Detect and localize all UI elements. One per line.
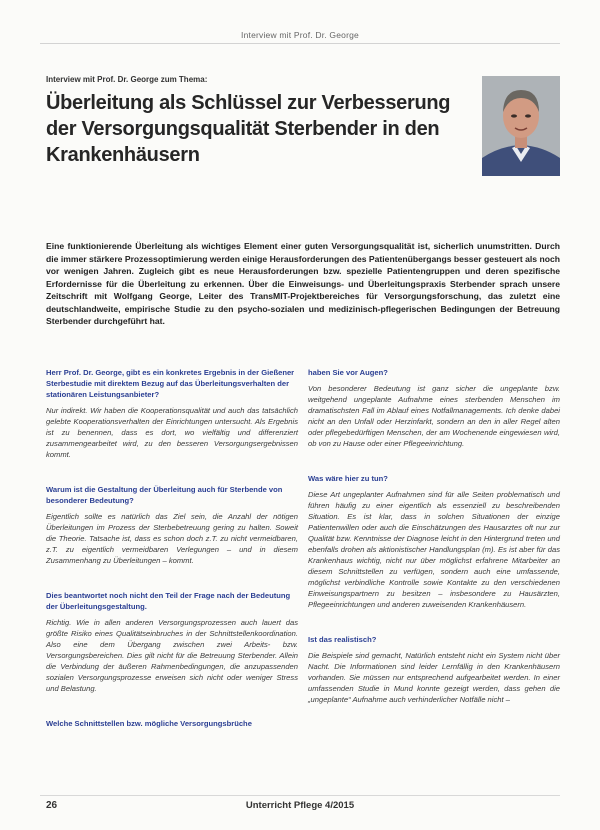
article-title: Überleitung als Schlüssel zur Verbesserung der Versorgungsqualität Sterbender in den Krankenhäusern [46,92,451,166]
journal-footer: Unterricht Pflege 4/2015 [245,800,355,811]
question: Dies beantwortet noch nicht den Teil der Frage nach der Bedeutung der Überleitungsgestaltung. [46,591,291,611]
header-rule [40,43,560,44]
answer: Von besonderer Bedeutung ist ganz sicher die ungeplante bzw. weitgehend ungeplante Aufnahme eines sterbenden Menschen im dramatischsten Fall im Ablauf eines Notfallmanagements. Ich denke dabei nicht an den Unfall oder Herzinfarkt, sondern an den in aller Regel alten oder pflegebedürftigen Menschen, der am Wochenende eingewiesen wird, ob von zu Hause oder einer Pflegeeinrichtung. [308,384,560,448]
running-head: Interview mit Prof. Dr. George [241,30,359,40]
portrait-image [482,76,560,176]
spacer [46,460,298,484]
lede-paragraph: Eine funktionierende Überleitung als wichtiges Element einer guten Versorgungsqualität ist, sicherlich unumstritten. Durch die immer stärkere Prozessoptimierung werden einige Herausforderungen des Patientenübergangs besser gesteuert als noch vor wenigen Jahren. Zugleich gibt es neue Herausforderungen bzw. spezielle Patientengruppen und deren spezifische Erfordernisse für die Überleitung zu erkennen. Über die Einweisungs- und Überleitungspraxis Sterbender sprach unsere Zeitschrift mit Wolfgang George, Leiter des TransMIT-Projektbereiches für Versorgungsforschung, das zuletzt eine deutschlandweite, empirische Studie zu den psycho-sozialen und medizinisch-pflegerischen Bedingungen der Betreuung Sterbender durchgeführt hat. [46,241,560,326]
answer: Eigentlich sollte es natürlich das Ziel sein, die Anzahl der nötigen Überleitungen im Prozess der Sterbebetreuung gering zu halten. Soweit die Theorie. Tatsache ist, dass es schon doch z.T. zu nicht vermeidbaren, z.T. zu eigentlich vermeidbaren Verlegungen – und in diesem Zusammenhang zu Überleitungen – kommt. [46,512,298,565]
spacer [46,694,298,718]
answer: Die Beispiele sind gemacht, Natürlich entsteht nicht ein System nicht über Nacht. Die Informationen sind leider Lernfällig in den Krankenhäusern vorhanden. Sie müssen nur entsprechend aufgearbeitet werden. In einer umfassenden Studie in Mund konnte gezeigt werden, dass gehen die „ungeplante“ Aufnahme auch verhinderlicher Notfälle nicht – [308,651,560,704]
question: Ist das realistisch? [308,635,377,644]
question: Welche Schnittstellen bzw. mögliche Versorgungsbrüche [46,719,252,728]
spacer [308,449,560,473]
question: Was wäre hier zu tun? [308,474,388,483]
right-column [308,367,560,705]
answer: Richtig. Wie in allen anderen Versorgungsprozessen auch lauert das größte Risiko eines Qualitätseinbruches in der Schnittstellenkoordination. Also eine dem Übergang zwischen zwei Arbeits- bzw. Versorgungsbereichen. Dies gilt nicht für die Betreuung Sterbender. Allein die Verbindung der äußeren Rahmenbedingungen, die anzupassenden sozialen Versorgungsprozesse erweisen sich nicht oder weniger Stress und Belastung. [46,618,298,693]
spacer [308,610,560,634]
question: Warum ist die Gestaltung der Überleitung auch für Sterbende von besonderer Bedeutung? [46,485,283,505]
author-photo [482,76,560,176]
question: Herr Prof. Dr. George, gibt es ein konkretes Ergebnis in der Gießener Sterbestudie mit direktem Bezug auf das Überleitungsverhalten der stationären Leistungsanbieter? [46,368,295,399]
question: haben Sie vor Augen? [308,368,388,377]
spacer [46,566,298,590]
answer: Diese Art ungeplanter Aufnahmen sind für alle Seiten problematisch und führen häufig zu einer eigentlich als essenziell zu beschreibenden Situation. Es ist klar, dass in solchen Situationen der einzige Patientenwillen oder auch die Einschätzungen des Hausarztes oft nur zur Qualität bzw. Kenntnisse der Diagnose leicht in den Hintergrund treten und ebenfalls drohen als aktionistischer Handlungsplan (m). Es ist aber für das Krankenhaus wichtig, nicht nur über möglichst erfahrene Mitarbeiter an diesem Schnittstellen zu verfügen, sondern auch eine umfassende, möglichst verbindliche Kontrolle sowie Kontakte zu den verschiedenen Einweisungspartnern zu besitzen – insbesondere zu Hausärzten, Pflegeeinrichtungen und anderen zuweisenden Krankenhäusern. [308,490,560,609]
footer-rule [40,795,560,796]
answer: Nur indirekt. Wir haben die Kooperationsqualität und auch das tatsächlich gelebte Kooperationsverhalten der Einrichtungen untersucht. Als Ergebnis ist zu benennen, dass es dort, wo vielfältig und differenziert zusammengearbeitet wird, zu den besseren Versorgungsergebnissen kommt. [46,406,298,459]
page-number: 26 [46,800,58,811]
left-column [46,367,298,729]
kicker: Interview mit Prof. Dr. George zum Thema: [46,75,208,84]
